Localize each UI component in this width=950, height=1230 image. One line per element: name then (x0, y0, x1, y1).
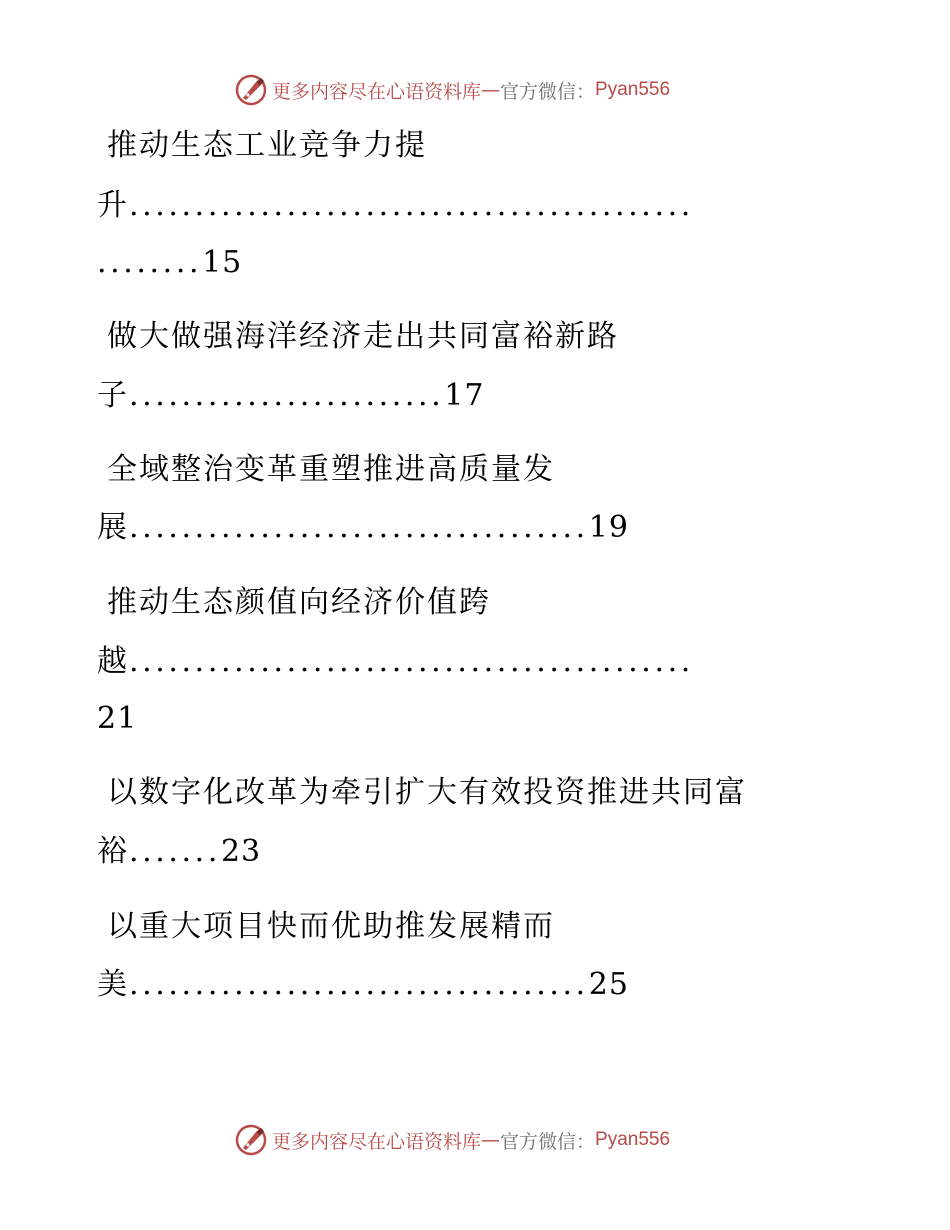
banner-brand-text: 更多内容尽在心语资料库 (272, 1130, 482, 1153)
toc-entry-title: 以数字化改革为牵引扩大有效投资推进共同富 (107, 775, 747, 810)
toc-entry-page-number: 23 (220, 834, 262, 869)
banner-wechat-id: Pyan556 (595, 79, 671, 100)
toc-entry-continued-char: 升 (97, 188, 129, 223)
toc-entry-page-number: 25 (588, 967, 629, 1002)
toc-entry-leader-dots: ....... (129, 834, 221, 869)
toc-entry-page-number: 17 (444, 378, 485, 413)
banner-official-label: 官方微信： (500, 80, 596, 103)
toc-entry-page-number: 19 (588, 510, 629, 545)
toc-entry-leader-dots: ........................ (129, 378, 445, 413)
toc-entry-title: 全域整治变革重塑推进高质量发 (107, 452, 555, 487)
toc-entry-continued-char: 展 (97, 510, 129, 545)
toc-entry-continuation (97, 830, 261, 874)
toc-entry-leader-dots: ................................... (129, 510, 589, 545)
toc-entry-leader-dots: ........ (97, 245, 203, 280)
toc-entry-title: 以重大项目快而优助推发展精而 (107, 909, 555, 944)
toc-entry-continued-char: 越 (97, 644, 129, 679)
toc-entry-continuation (97, 184, 694, 228)
toc-entry-continued-char: 美 (97, 967, 129, 1002)
toc-entry-title: 推动生态颜值向经济价值跨 (107, 585, 491, 620)
banner-official-label: 官方微信： (500, 1130, 596, 1153)
toc-entry-continuation (97, 374, 484, 418)
toc-entry-continuation (97, 963, 629, 1007)
toc-entry-continued-char: 裕 (97, 834, 129, 869)
banner-separator: — (481, 79, 501, 101)
toc-entry-continuation (97, 640, 694, 684)
toc-entry-page-line (97, 697, 137, 741)
toc-entry-page-line (97, 241, 242, 285)
toc-entry-page-number: 21 (97, 701, 138, 736)
toc-entry-title: 做大做强海洋经济走出共同富裕新路 (107, 319, 619, 354)
banner-wechat-id: Pyan556 (595, 1129, 671, 1150)
toc-entry-continuation (97, 506, 629, 550)
toc-entry-title: 推动生态工业竞争力提 (107, 128, 427, 163)
banner-brand-text: 更多内容尽在心语资料库 (272, 80, 482, 103)
toc-entry-leader-dots: ........................................... (129, 644, 694, 679)
toc-entry-continued-char: 子 (97, 378, 129, 413)
toc-entry-leader-dots: ................................... (129, 967, 589, 1002)
footer-banner (234, 1122, 734, 1158)
banner-separator: — (481, 1129, 501, 1151)
toc-entry-leader-dots: ........................................... (129, 188, 694, 223)
toc-entry-page-number: 15 (202, 245, 243, 280)
pen-nib-logo-icon (234, 1123, 268, 1157)
